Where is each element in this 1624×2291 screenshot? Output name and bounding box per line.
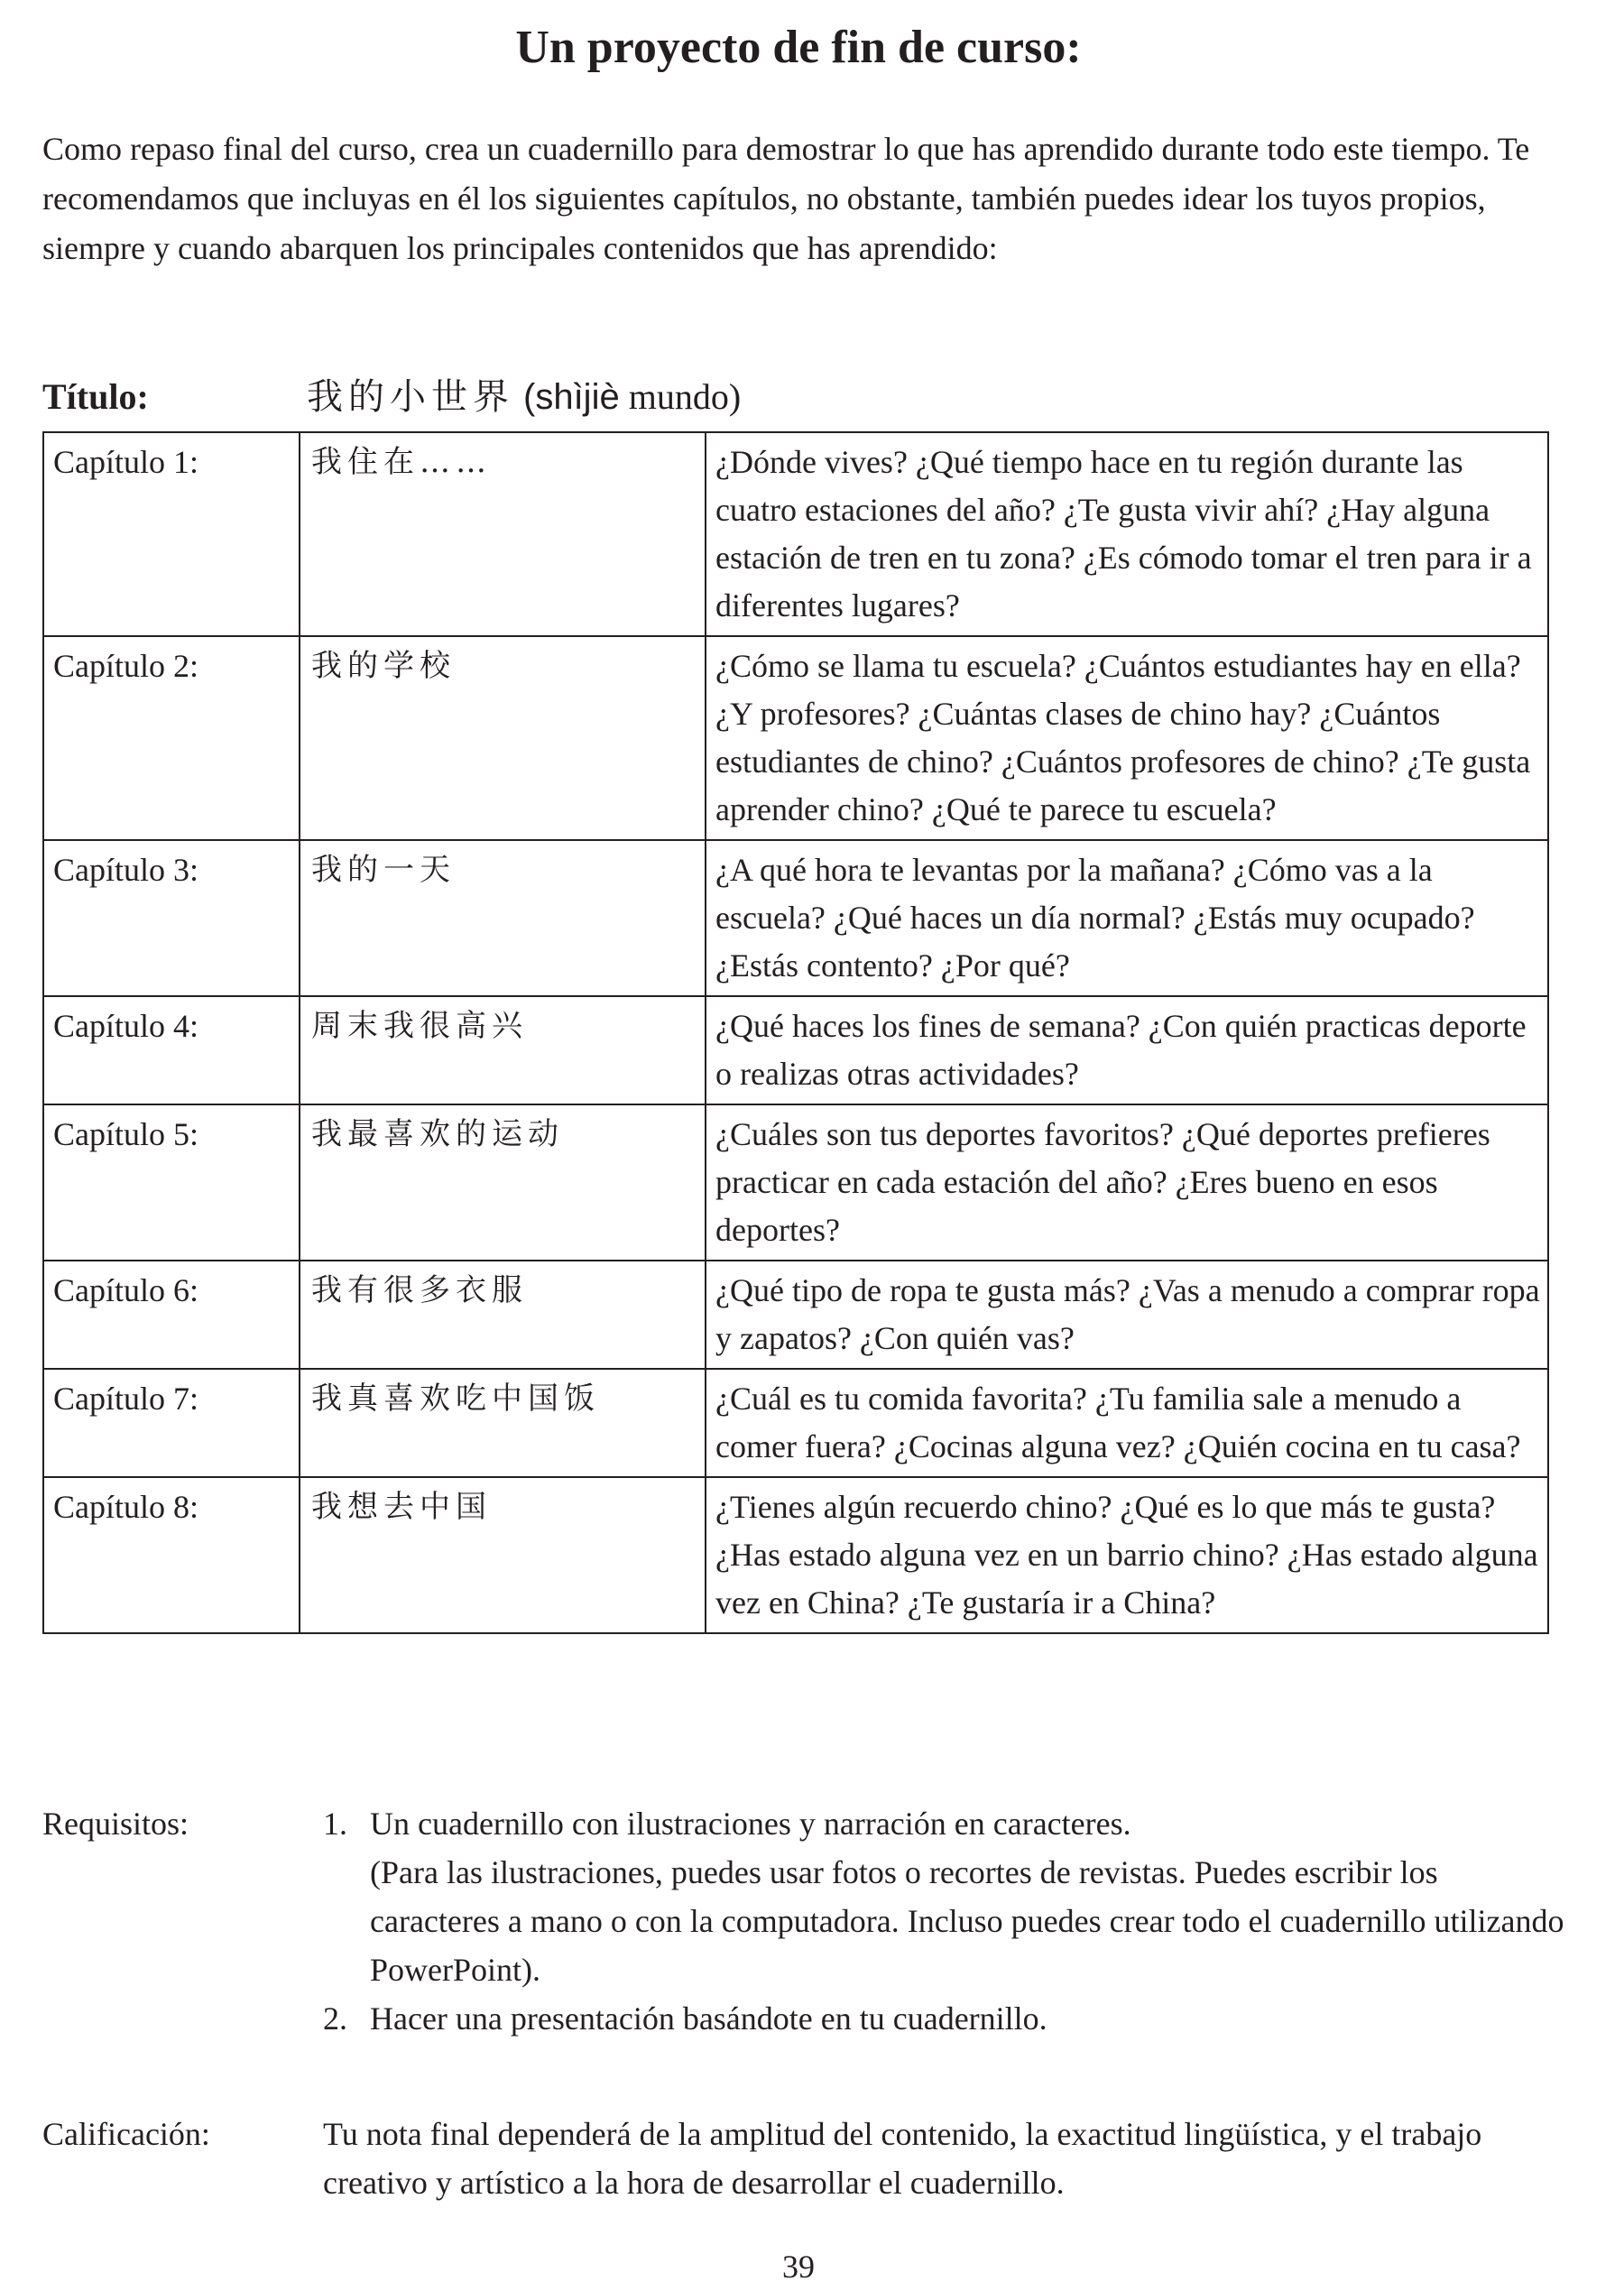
chapter-chinese-title: 周末我很高兴: [300, 996, 706, 1104]
chapter-label: Capítulo 4:: [43, 996, 300, 1104]
list-item-text: Hacer una presentación basándote en tu cuadernillo.: [370, 2000, 1047, 2037]
chapter-chinese-title: 我住在……: [300, 432, 706, 636]
chapter-questions: ¿Cuáles son tus deportes favoritos? ¿Qué deportes prefieres practicar en cada estación del año? ¿Eres bueno en esos deportes?: [706, 1104, 1548, 1261]
titulo-value: [307, 370, 741, 424]
table-row: [43, 840, 1548, 996]
chapters-table: [42, 431, 1549, 1634]
list-item-note: (Para las ilustraciones, puedes usar fotos o recortes de revistas. Puedes escribir los caracteres a mano o con la computadora. Incluso puedes crear todo el cuadernillo utilizando PowerPoint).: [370, 1854, 1564, 1988]
chapter-questions: ¿A qué hora te levantas por la mañana? ¿Cómo vas a la escuela? ¿Qué haces un día normal? ¿Estás muy ocupado? ¿Estás contento? ¿Por qué?: [706, 840, 1548, 996]
titulo-meaning: mundo): [628, 376, 742, 417]
calificacion-text: Tu nota final dependerá de la amplitud del contenido, la exactitud lingüística, y el trabajo creativo y artístico a la hora de desarrollar el cuadernillo.: [323, 2116, 1482, 2201]
chapter-chinese-title: 我最喜欢的运动: [300, 1104, 706, 1261]
chapter-questions: ¿Qué haces los fines de semana? ¿Con quién practicas deporte o realizas otras actividades?: [706, 996, 1548, 1104]
table-row: [43, 1104, 1548, 1261]
chapter-label: Capítulo 3:: [43, 840, 300, 996]
table-row: [43, 432, 1548, 636]
titulo-pinyin: (shìjiè: [523, 377, 620, 417]
page-title: Un proyecto de fin de curso:: [515, 22, 1082, 73]
chapter-questions: ¿Cuál es tu comida favorita? ¿Tu familia sale a menudo a comer fuera? ¿Cocinas alguna vez? ¿Quién cocina en tu casa?: [706, 1369, 1548, 1477]
chapter-questions: ¿Dónde vives? ¿Qué tiempo hace en tu región durante las cuatro estaciones del año? ¿Te gusta vivir ahí? ¿Hay alguna estación de tren en tu zona? ¿Es cómodo tomar el tren para ir a diferentes lugares?: [706, 432, 1548, 636]
list-item-text: Un cuadernillo con ilustraciones y narración en caracteres.: [370, 1806, 1131, 1842]
requisitos-label: Requisitos:: [42, 1806, 189, 1842]
chapter-questions: ¿Qué tipo de ropa te gusta más? ¿Vas a menudo a comprar ropa y zapatos? ¿Con quién vas?: [706, 1261, 1548, 1369]
list-item: [323, 1799, 1568, 1994]
list-item-number: 1.: [323, 1806, 347, 1842]
calificacion-label: Calificación:: [42, 2116, 210, 2152]
chapter-chinese-title: 我的一天: [300, 840, 706, 996]
titulo-row: [42, 370, 1576, 424]
table-row: [43, 996, 1548, 1104]
chapter-label: Capítulo 1:: [43, 432, 300, 636]
titulo-label: Título:: [42, 376, 149, 417]
chapter-questions: ¿Cómo se llama tu escuela? ¿Cuántos estudiantes hay en ella? ¿Y profesores? ¿Cuántas clases de chino hay? ¿Cuántos estudiantes de chino? ¿Cuántos profesores de chino? ¿Te gusta aprender chino? ¿Qué te parece tu escuela?: [706, 636, 1548, 840]
requisitos-list: [323, 1799, 1568, 2043]
page-number: 39: [782, 2249, 815, 2285]
table-row: [43, 1369, 1548, 1477]
chapter-label: Capítulo 7:: [43, 1369, 300, 1477]
table-row: [43, 1477, 1548, 1633]
chapter-label: Capítulo 8:: [43, 1477, 300, 1633]
titulo-chinese: 我的小世界: [307, 376, 514, 418]
chapter-chinese-title: 我的学校: [300, 636, 706, 840]
table-row: [43, 636, 1548, 840]
chapter-label: Capítulo 2:: [43, 636, 300, 840]
list-item: [323, 1994, 1568, 2043]
chapter-chinese-title: 我想去中国: [300, 1477, 706, 1633]
chapter-questions: ¿Tienes algún recuerdo chino? ¿Qué es lo que más te gusta? ¿Has estado alguna vez en un barrio chino? ¿Has estado alguna vez en China? ¿Te gustaría ir a China?: [706, 1477, 1548, 1633]
chapter-chinese-title: 我有很多衣服: [300, 1261, 706, 1369]
chapter-chinese-title: 我真喜欢吃中国饭: [300, 1369, 706, 1477]
list-item-number: 2.: [323, 2000, 347, 2037]
table-row: [43, 1261, 1548, 1369]
chapter-label: Capítulo 6:: [43, 1261, 300, 1369]
intro-paragraph: Como repaso final del curso, crea un cuadernillo para demostrar lo que has aprendido durante todo este tiempo. Te recomendamos que incluyas en él los siguientes capítulos, no obstante, también puedes idear los tuyos propios, siempre y cuando abarquen los principales contenidos que has aprendido:: [42, 131, 1530, 266]
chapter-label: Capítulo 5:: [43, 1104, 300, 1261]
